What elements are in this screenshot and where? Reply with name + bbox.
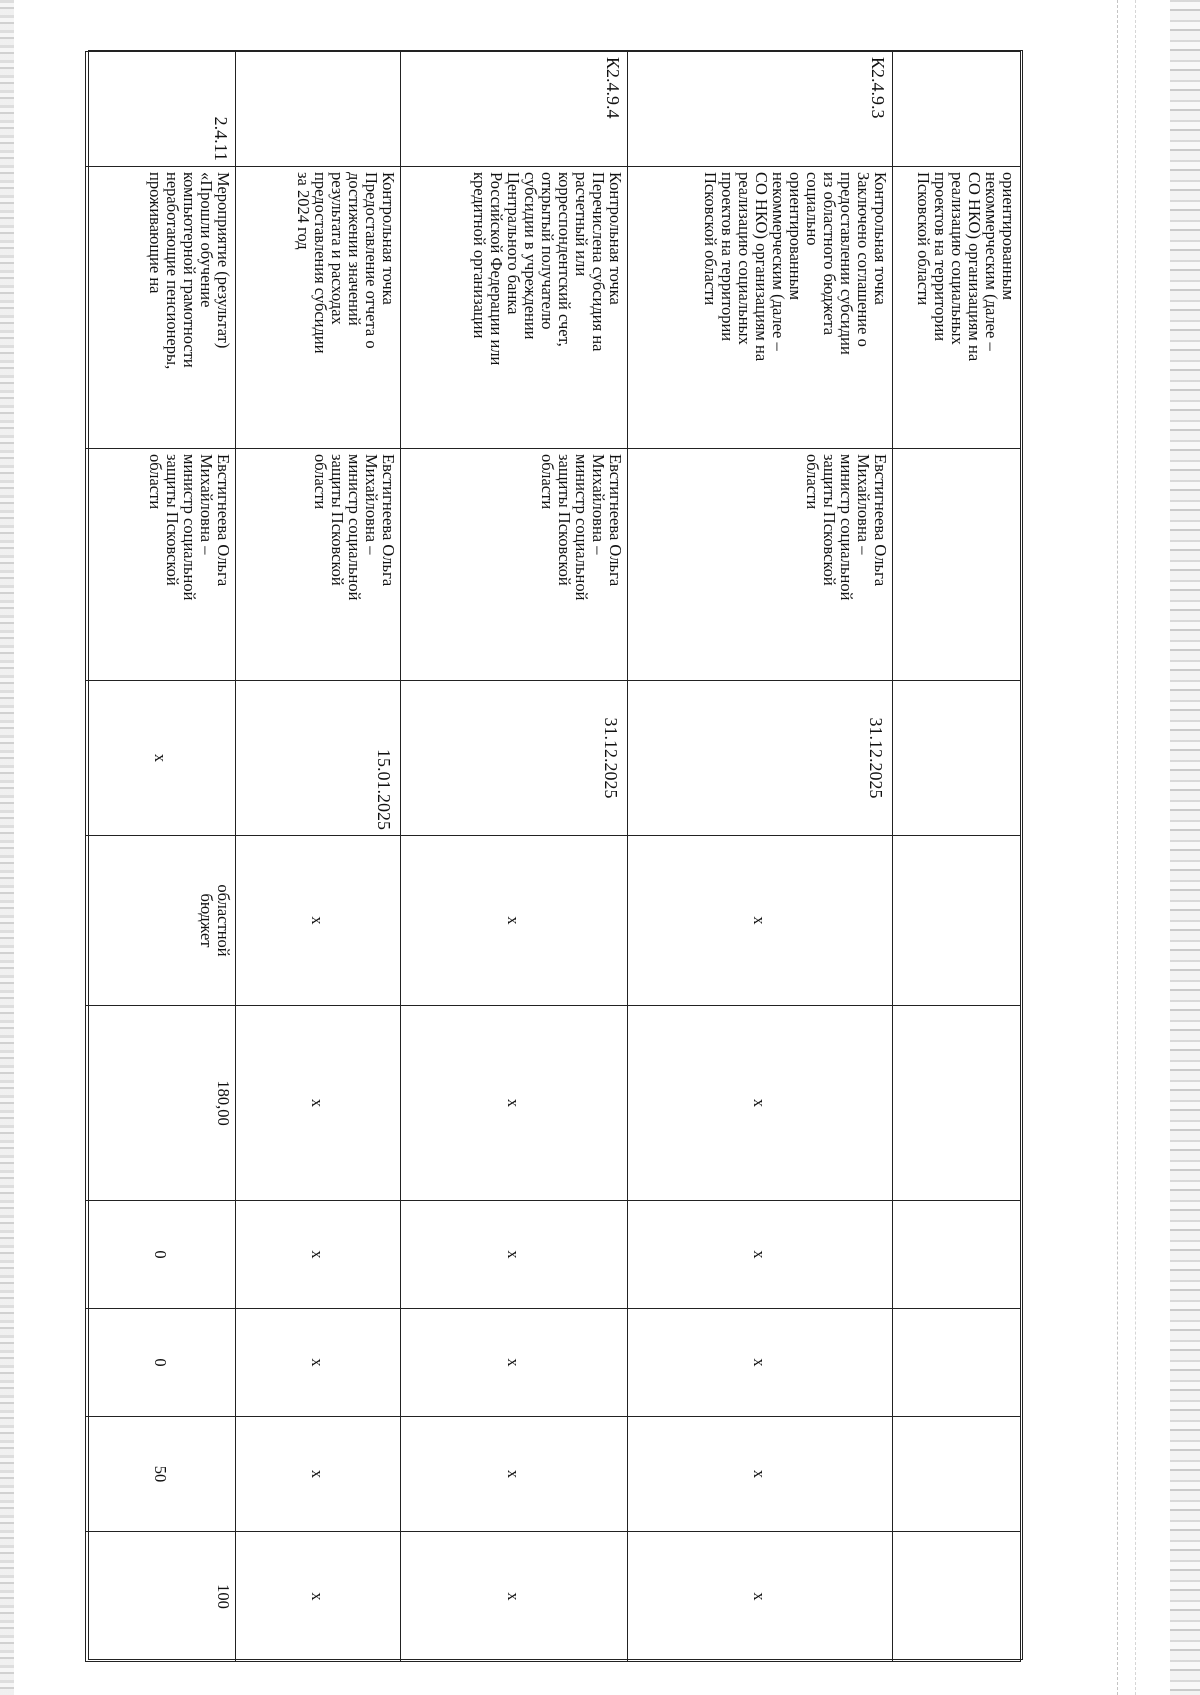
- row-value: [893, 1006, 1021, 1201]
- row-value: [893, 1309, 1021, 1417]
- table-row: [893, 52, 1021, 1662]
- scan-edge-left: [0, 0, 14, 1695]
- row-value: х: [236, 1201, 401, 1309]
- row-value: х: [401, 1201, 628, 1309]
- row-value: х: [628, 1006, 893, 1201]
- row-name: Контрольная точка Перечислена субсидия на расчетный или корреспондентский счет, открытый получателю субсидии в учреждении Центрального банка Российской Федерации или кредитной организации: [401, 167, 628, 449]
- row-value: х: [628, 1201, 893, 1309]
- row-value: [893, 1201, 1021, 1309]
- row-date: х: [86, 681, 236, 836]
- row-code: 2.4.11: [86, 52, 236, 167]
- row-code: К2.4.9.4: [401, 52, 628, 167]
- row-source: областной бюджет: [86, 836, 236, 1006]
- row-value: х: [236, 1309, 401, 1417]
- table-row: [236, 52, 401, 1662]
- row-value: 50: [86, 1417, 236, 1532]
- row-source: х: [236, 836, 401, 1006]
- row-name: Мероприятие (результат) «Прошли обучение компьютерной грамотности неработающие пенсионеры, проживающие на: [86, 167, 236, 449]
- row-responsible: Евстигнеева Ольга Михайловна – министр социальной защиты Псковской области: [236, 449, 401, 681]
- row-date: 31.12.2025: [401, 681, 628, 836]
- row-value: [893, 1532, 1021, 1662]
- table-canvas: [86, 51, 1021, 1661]
- row-responsible: Евстигнеева Ольга Михайловна – министр социальной защиты Псковской области: [86, 449, 236, 681]
- row-value: 100: [86, 1532, 236, 1662]
- scan-margin-line: [1117, 0, 1118, 1695]
- row-value: [893, 1417, 1021, 1532]
- row-value: х: [628, 1309, 893, 1417]
- row-value: х: [236, 1417, 401, 1532]
- row-responsible: Евстигнеева Ольга Михайловна – министр социальной защиты Псковской области: [401, 449, 628, 681]
- row-value: х: [628, 1532, 893, 1662]
- scan-edge-right: [1170, 0, 1200, 1695]
- row-date: [893, 681, 1021, 836]
- plan-table: [85, 51, 1021, 1662]
- rotated-table-frame: [88, 50, 1023, 1660]
- row-name: Контрольная точка Заключено соглашение о предоставлении субсидии из областного бюджета социально ориентированным некоммерческим (далее – СО НКО) организациям на реализацию социальных проектов на территории Псковской области: [628, 167, 893, 449]
- row-source: [893, 836, 1021, 1006]
- row-value: х: [236, 1006, 401, 1201]
- scan-margin-line: [1135, 0, 1136, 1695]
- row-name: Контрольная точка Предоставление отчета о достижении значений результата и расходах предоставления субсидии за 2024 год: [236, 167, 401, 449]
- row-source: х: [401, 836, 628, 1006]
- row-value: х: [401, 1309, 628, 1417]
- row-value: х: [401, 1006, 628, 1201]
- row-date: 31.12.2025: [628, 681, 893, 836]
- row-value: 0: [86, 1201, 236, 1309]
- row-value: 0: [86, 1309, 236, 1417]
- row-code: К2.4.9.3: [628, 52, 893, 167]
- row-value: х: [628, 1417, 893, 1532]
- row-source: х: [628, 836, 893, 1006]
- row-code: [236, 52, 401, 167]
- row-code: [893, 52, 1021, 167]
- row-responsible: [893, 449, 1021, 681]
- row-value: х: [236, 1532, 401, 1662]
- row-name: ориентированным некоммерческим (далее – СО НКО) организациям на реализацию социальных проектов на территории Псковской области: [893, 167, 1021, 449]
- row-value: х: [401, 1417, 628, 1532]
- row-date: 15.01.2025: [236, 681, 401, 836]
- table-row: [401, 52, 628, 1662]
- row-responsible: Евстигнеева Ольга Михайловна – министр социальной защиты Псковской области: [628, 449, 893, 681]
- table-row: [628, 52, 893, 1662]
- row-value: 180,00: [86, 1006, 236, 1201]
- table-row: [86, 52, 236, 1662]
- row-value: х: [401, 1532, 628, 1662]
